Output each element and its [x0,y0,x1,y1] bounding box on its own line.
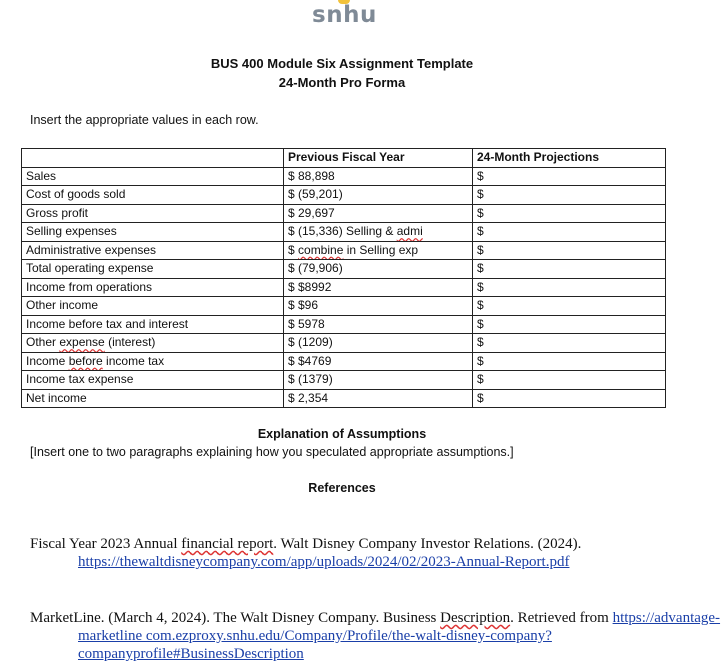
table-row [22,352,666,371]
previous-value [284,223,473,242]
table-row [22,241,666,260]
previous-value: $ (59,201) [284,186,473,205]
table-row [22,167,666,186]
projection-value: $ [473,278,666,297]
row-label: Net income [22,389,284,408]
table-row [22,204,666,223]
reference-entry [30,609,726,663]
previous-value: $ 5978 [284,315,473,334]
projection-value: $ [473,334,666,353]
previous-value: $ $8992 [284,278,473,297]
pro-forma-table [21,148,666,408]
reference-entry [30,535,726,571]
previous-value: $ (1209) [284,334,473,353]
previous-value: $ 29,697 [284,204,473,223]
row-label: Gross profit [22,204,284,223]
explanation-heading: Explanation of Assumptions [257,427,427,441]
table-row [22,334,666,353]
table-row [22,389,666,408]
row-label-text: (interest) [104,335,156,350]
logo-text: snhu [312,2,377,28]
row-label: Other income [22,297,284,316]
spell-check-word: Description [440,610,511,626]
reference-link[interactable]: https://thewaltdisneycompany.com/app/uploads/2024/02/2023-Annual-Report.pdf [78,554,570,570]
header-cell-projection: 24-Month Projections [473,149,666,168]
previous-value: $ $4769 [284,352,473,371]
instructions-text: Insert the appropriate values in each row. [30,113,259,127]
reference-link[interactable]: https://advantage-marketline com.ezproxy.snhu.edu/Company/Profile/the-walt-disney-company?companyprofile#BusinessDescription [78,610,721,662]
spell-check-word: financial report [181,536,274,552]
table-row [22,297,666,316]
row-label: Income from operations [22,278,284,297]
document-subtitle: 24-Month Pro Forma [278,75,406,90]
header-cell-previous: Previous Fiscal Year [284,149,473,168]
previous-value: $ $96 [284,297,473,316]
reference-text: MarketLine. (March 4, 2024). The Walt Disney Company. Business [30,610,441,626]
previous-value: $ 88,898 [284,167,473,186]
row-label-text: income tax [102,353,165,368]
projection-value: $ [473,389,666,408]
previous-value: $ 2,354 [284,389,473,408]
row-label: Total operating expense [22,260,284,279]
projection-value: $ [473,260,666,279]
table-row [22,278,666,297]
reference-text: . Walt Disney Company Investor Relations. (2024). [273,536,582,552]
references-heading: References [308,481,376,495]
projection-value: $ [473,315,666,334]
table-row [22,371,666,390]
projection-value: $ [473,352,666,371]
table-row [22,223,666,242]
table-row [22,186,666,205]
previous-value [284,241,473,260]
previous-value-text: $ [288,242,299,257]
previous-value: $ (79,906) [284,260,473,279]
projection-value: $ [473,186,666,205]
table-row [22,315,666,334]
document-title: BUS 400 Module Six Assignment Template [210,56,474,71]
spell-check-word: expense [59,335,105,350]
projection-value: $ [473,223,666,242]
reference-text: Fiscal Year 2023 Annual [30,536,182,552]
row-label: Income tax expense [22,371,284,390]
row-label: Income before tax and interest [22,315,284,334]
projection-value: $ [473,241,666,260]
header-cell-label [22,149,284,168]
row-label: Cost of goods sold [22,186,284,205]
spell-check-word: combine [298,242,344,257]
projection-value: $ [473,204,666,223]
spell-check-word: admi [396,224,423,239]
snhu-logo [300,0,380,30]
table-header-row [22,149,666,168]
spell-check-word: before [68,353,103,368]
row-label [22,334,284,353]
previous-value-text: $ (15,336) Selling & [288,224,397,239]
row-label [22,352,284,371]
table-row [22,260,666,279]
row-label-text: Other [26,335,60,350]
row-label: Selling expenses [22,223,284,242]
projection-value: $ [473,371,666,390]
projection-value: $ [473,167,666,186]
reference-text: . Retrieved from [510,610,613,626]
explanation-text: [Insert one to two paragraphs explaining how you speculated appropriate assumptions.] [30,445,514,459]
row-label-text: Income [26,353,69,368]
row-label: Administrative expenses [22,241,284,260]
row-label: Sales [22,167,284,186]
previous-value: $ (1379) [284,371,473,390]
previous-value-text: in Selling exp [343,242,419,257]
projection-value: $ [473,297,666,316]
